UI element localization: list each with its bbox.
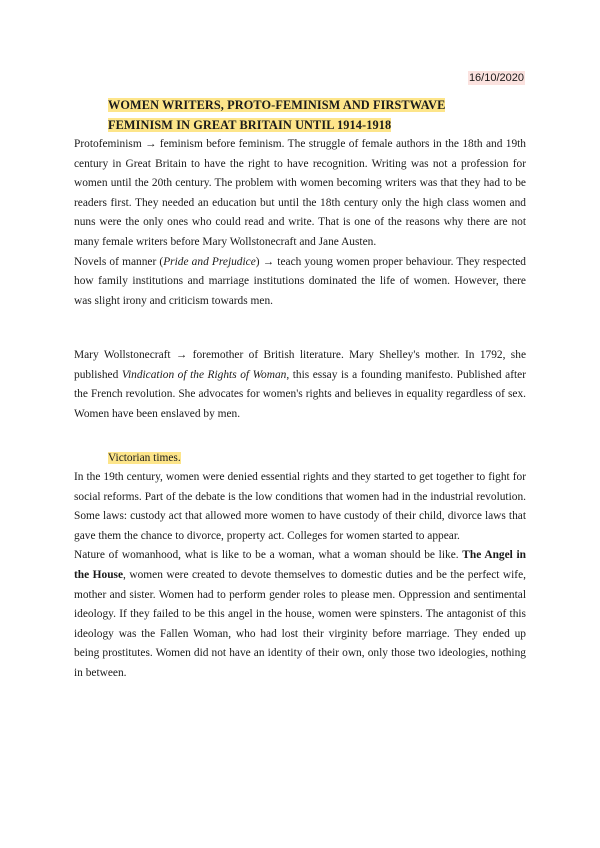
paragraph-19th-century: In the 19th century, women were denied essential rights and they started to get together to fight for social reforms. Part of the debate is the low conditions that women had in the industrial revolution. Some laws: custody act that allowed more women to have custody of their child, divorce laws that gave them the chance to divorce, property act. Colleges for women started to appear. [74, 471, 526, 542]
intro-section [74, 135, 526, 311]
novels-text-after: ) → teach young women proper behaviour. They respected how family institutions and marriage institutions dominated the life of women. However, there was slight irony and criticism towards men. [74, 255, 526, 307]
subheading-victorian [108, 450, 181, 466]
document-title [108, 95, 525, 135]
novel-title: Pride and Prejudice [163, 255, 256, 268]
victorian-section [74, 468, 526, 684]
wollstonecraft-text-after: , this essay is a founding manifesto. Published after the French revolution. She advocates for women's rights and believes in equality regardless of sex. Women have been enslaved by men. [74, 368, 526, 420]
paragraph-protofeminism: Protofeminism → feminism before feminism. The struggle of female authors in the 18th and 19th century in Great Britain to have the right to have recognition. Writing was not a profession for women until the 20th century. The problem with women becoming writers was that they had to be readers first. They needed an education but until the 18th century only the high class women and nuns were the only ones who could read and write. That is one of the reasons why there are not many female writers before Mary Wollstonecraft and Jane Austen. [74, 138, 526, 248]
date-label: 16/10/2020 [468, 72, 524, 84]
title-line-2: FEMINISM IN GREAT BRITAIN UNTIL 1914-1918 [108, 118, 392, 132]
wollstonecraft-section [74, 346, 526, 424]
paragraph-wollstonecraft [74, 346, 526, 424]
womanhood-text-after: , women were created to devote themselves to domestic duties and be the perfect wife, mother and sister. Women had to perform gender roles to please men. Oppression and sentimental ideology. If they failed to be this angel in the house, women were spinsters. The antagonist of this ideology was the Fallen Woman, who had lost their virginity before marriage. They ended up being prostitutes. Women did not have an identity of their own, only those two ideologies, nothing in between. [74, 568, 526, 679]
wollstonecraft-text-before: Mary Wollstonecraft → foremother of British literature. Mary Shelley's mother. In 1792, she published [74, 349, 526, 381]
essay-title: Vindication of the Rights of Woman [121, 368, 287, 381]
angel-in-the-house: The Angel in the House [74, 549, 527, 581]
novels-text-before: Novels of manner ( [74, 255, 164, 268]
title-line-1: WOMEN WRITERS, PROTO-FEMINISM AND FIRSTWAVE [108, 98, 446, 112]
paragraph-womanhood [74, 546, 526, 683]
subheading-text: Victorian times. [108, 452, 181, 464]
paragraph-novels-of-manner [74, 253, 526, 312]
womanhood-text-before: Nature of womanhood, what is like to be a woman, what a woman should be like. [74, 549, 463, 562]
